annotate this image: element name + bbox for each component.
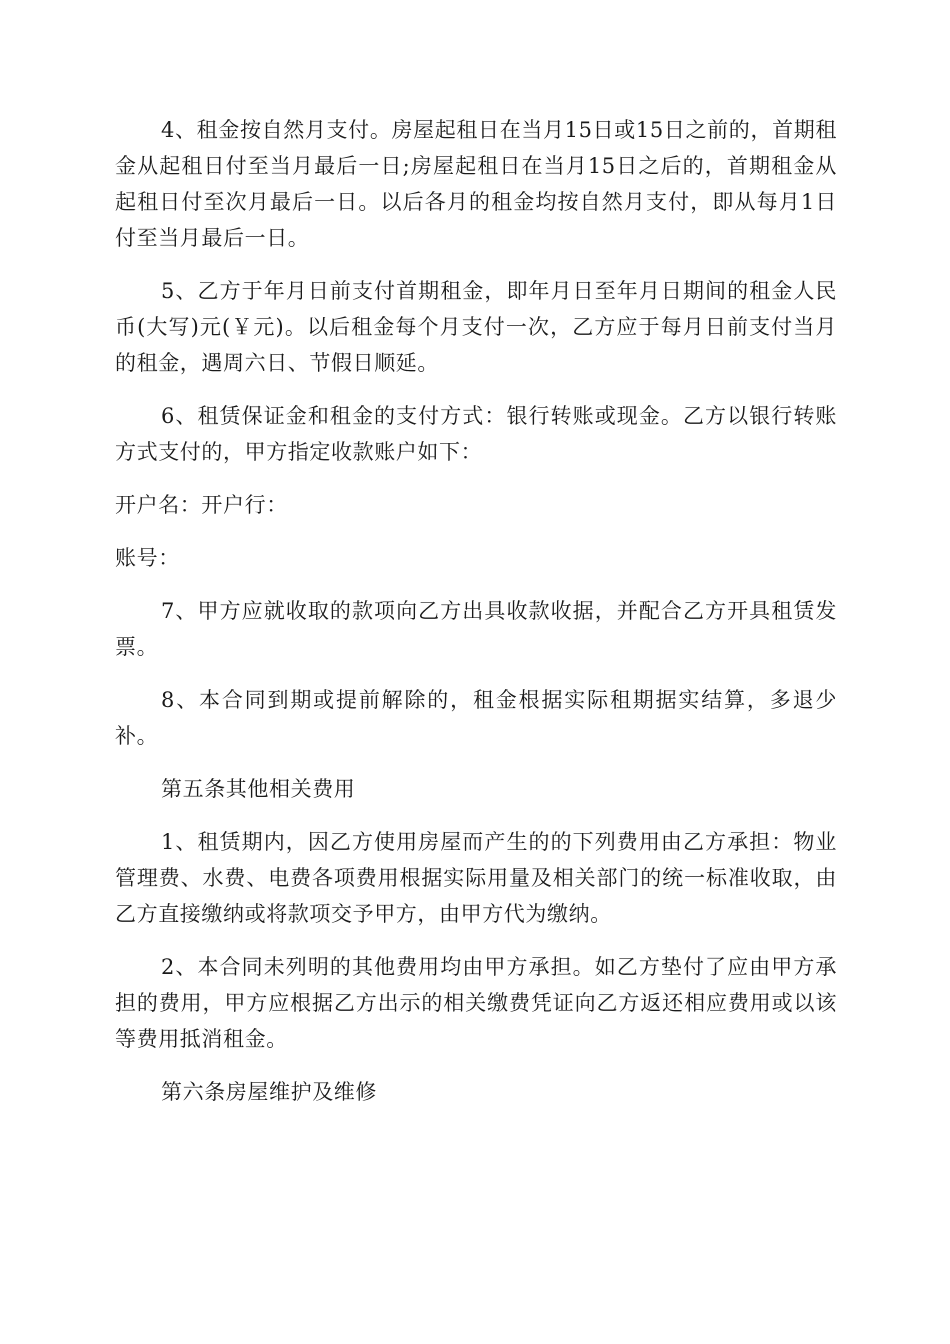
clause-8-settlement: 8、本合同到期或提前解除的，租金根据实际租期据实结算，多退少补。 (115, 688, 837, 748)
article-5-clause-2-other-fees: 2、本合同未列明的其他费用均由甲方承担。如乙方垫付了应由甲方承担的费用，甲方应根据乙方出示的相关缴费凭证向乙方返还相应费用或以该等费用抵消租金。 (115, 955, 837, 1051)
account-name-bank-line: 开户名：开户行： (115, 493, 288, 517)
account-number-line: 账号： (115, 546, 180, 570)
clause-5-first-rent-payment: 5、乙方于年月日前支付首期租金，即年月日至年月日期间的租金人民币(大写)元(￥元)。以后租金每个月支付一次，乙方应于每月日前支付当月的租金，遇周六日、节假日顺延。 (115, 279, 837, 375)
clause-7-receipt-invoice: 7、甲方应就收取的款项向乙方出具收款收据，并配合乙方开具租赁发票。 (115, 599, 837, 659)
article-6-heading: 第六条房屋维护及维修 (161, 1080, 377, 1104)
document-body (115, 112, 837, 1127)
clause-4-rent-payment-schedule: 4、租金按自然月支付。房屋起租日在当月15日或15日之前的，首期租金从起租日付至当月最后一日;房屋起租日在当月15日之后的，首期租金从起租日付至次月最后一日。以后各月的租金均按自然月支付，即从每月1日付至当月最后一日。 (115, 118, 837, 250)
article-5-heading: 第五条其他相关费用 (161, 777, 356, 801)
article-5-clause-1-tenant-fees: 1、租赁期内，因乙方使用房屋而产生的的下列费用由乙方承担：物业管理费、水费、电费各项费用根据实际用量及相关部门的统一标准收取，由乙方直接缴纳或将款项交予甲方，由甲方代为缴纳。 (115, 830, 837, 926)
clause-6-payment-method: 6、租赁保证金和租金的支付方式：银行转账或现金。乙方以银行转账方式支付的，甲方指定收款账户如下： (115, 404, 837, 464)
